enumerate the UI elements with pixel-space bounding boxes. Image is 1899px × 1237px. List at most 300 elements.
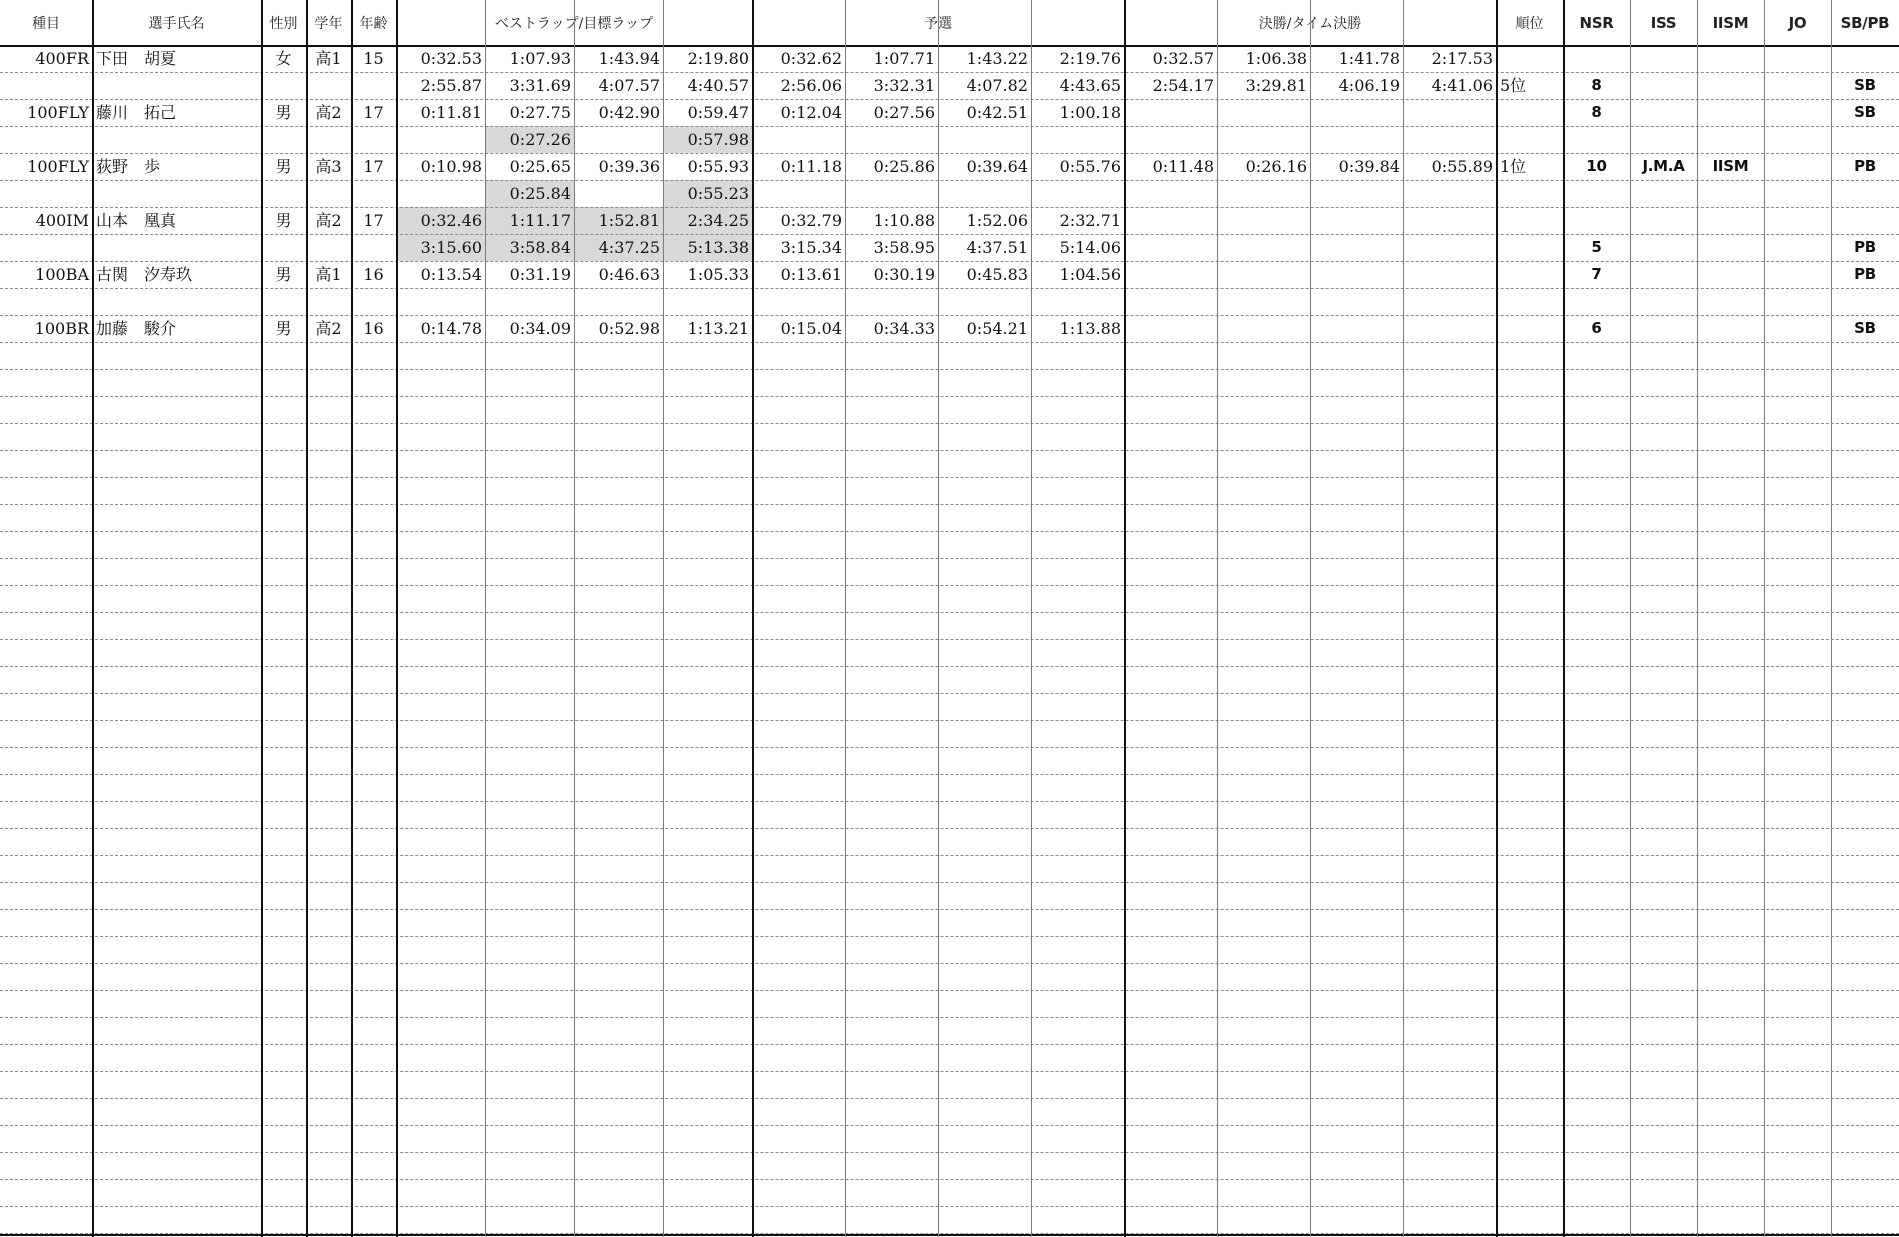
sex-cell: [261, 126, 306, 153]
age-cell: [351, 288, 396, 315]
final-lap-cell: [1124, 288, 1217, 315]
heat-lap-cell: 0:32.62: [780, 49, 842, 68]
event-cell: [0, 72, 92, 99]
header-iss: ISS: [1650, 13, 1677, 32]
heat-lap-cell: [845, 288, 938, 315]
heat-lap-cell: 0:15.04: [780, 319, 842, 338]
jo-cell: [1764, 99, 1831, 126]
row-divider: [0, 558, 1899, 559]
age-cell: [351, 234, 396, 261]
best-lap-cell: [574, 126, 663, 153]
heat-lap-cell: [752, 180, 845, 207]
heat-lap-cell: 3:32.31: [873, 76, 935, 95]
row-divider: [0, 639, 1899, 640]
iss-cell: [1630, 315, 1697, 342]
heat-lap-cell: 3:58.95: [873, 238, 935, 257]
row-divider: [0, 1017, 1899, 1018]
row-divider: [0, 423, 1899, 424]
grade-cell: 高2: [315, 211, 342, 230]
best-lap-cell: 0:59.47: [687, 103, 749, 122]
iism-cell: [1697, 126, 1764, 153]
rank-cell: [1496, 207, 1563, 234]
iss-cell: [1630, 99, 1697, 126]
heat-lap-cell: 0:25.86: [873, 157, 935, 176]
sb-pb-cell: [1831, 288, 1899, 315]
event-cell: 100BA: [35, 265, 89, 284]
best-lap-cell: 0:57.98: [687, 130, 749, 149]
row-divider: [0, 1179, 1899, 1180]
best-lap-cell: 0:13.54: [420, 265, 482, 284]
iss-cell: [1630, 234, 1697, 261]
heat-lap-cell: [938, 126, 1031, 153]
row-divider: [0, 396, 1899, 397]
swimmer-name-cell: [92, 234, 261, 261]
event-cell: 100BR: [34, 319, 89, 338]
final-lap-cell: 2:54.17: [1152, 76, 1214, 95]
best-lap-cell: [574, 288, 663, 315]
final-lap-cell: [1124, 180, 1217, 207]
iss-cell: [1630, 45, 1697, 72]
best-lap-cell: [396, 180, 485, 207]
final-lap-cell: 3:29.81: [1245, 76, 1307, 95]
row-divider: [0, 693, 1899, 694]
best-lap-cell: 0:11.81: [420, 103, 482, 122]
header-event: 種目: [32, 15, 60, 32]
heat-lap-cell: 0:12.04: [780, 103, 842, 122]
iss-cell: [1630, 261, 1697, 288]
row-divider: [0, 936, 1899, 937]
heat-lap-cell: 4:07.82: [966, 76, 1028, 95]
iism-cell: [1697, 261, 1764, 288]
final-lap-cell: [1310, 99, 1403, 126]
final-lap-cell: [1310, 234, 1403, 261]
sex-cell: [261, 180, 306, 207]
heat-lap-cell: 3:15.34: [780, 238, 842, 257]
grade-cell: [306, 180, 351, 207]
sb-pb-cell: [1831, 207, 1899, 234]
heat-lap-cell: 1:43.22: [966, 49, 1028, 68]
final-lap-cell: [1124, 99, 1217, 126]
jo-cell: [1764, 72, 1831, 99]
heat-lap-cell: [1031, 180, 1124, 207]
iss-cell: [1630, 207, 1697, 234]
best-lap-cell: 0:27.26: [509, 130, 571, 149]
final-lap-cell: [1217, 315, 1310, 342]
final-lap-cell: [1403, 180, 1496, 207]
row-divider: [0, 369, 1899, 370]
best-lap-cell: 0:55.23: [687, 184, 749, 203]
sb-pb-cell: [1831, 180, 1899, 207]
event-cell: [0, 180, 92, 207]
final-lap-cell: 0:32.57: [1152, 49, 1214, 68]
age-cell: 17: [363, 157, 384, 176]
best-lap-cell: 5:13.38: [687, 238, 749, 257]
nsr-cell: 6: [1591, 319, 1602, 337]
row-divider: [0, 747, 1899, 748]
final-lap-cell: 0:39.84: [1338, 157, 1400, 176]
heat-lap-cell: [752, 126, 845, 153]
jo-cell: [1764, 207, 1831, 234]
rank-cell: [1496, 180, 1563, 207]
best-lap-cell: 3:15.60: [420, 238, 482, 257]
swimmer-name-cell: 荻野 歩: [96, 157, 161, 176]
best-lap-cell: 0:42.90: [598, 103, 660, 122]
row-divider: [0, 531, 1899, 532]
heat-lap-cell: 0:30.19: [873, 265, 935, 284]
rank-cell: [1496, 315, 1563, 342]
iism-cell: [1697, 72, 1764, 99]
sex-cell: 男: [275, 319, 292, 338]
heat-lap-cell: 0:32.79: [780, 211, 842, 230]
header-sb-pb: SB/PB: [1840, 13, 1890, 32]
row-divider: [0, 855, 1899, 856]
sex-cell: 男: [275, 103, 292, 122]
final-lap-cell: 4:41.06: [1431, 76, 1493, 95]
sb-pb-cell: [1831, 45, 1899, 72]
age-cell: [351, 126, 396, 153]
best-lap-cell: 2:19.80: [687, 49, 749, 68]
heat-lap-cell: 1:52.06: [966, 211, 1028, 230]
best-lap-cell: 0:52.98: [598, 319, 660, 338]
iism-cell: [1697, 315, 1764, 342]
best-lap-cell: 2:55.87: [420, 76, 482, 95]
swimmer-name-cell: 下田 胡夏: [96, 49, 177, 68]
swimmer-name-cell: [92, 72, 261, 99]
final-lap-cell: [1124, 315, 1217, 342]
heat-lap-cell: 2:19.76: [1059, 49, 1121, 68]
heat-lap-cell: 0:34.33: [873, 319, 935, 338]
final-lap-cell: [1217, 234, 1310, 261]
rank-cell: 5位: [1500, 76, 1527, 95]
final-lap-cell: [1124, 261, 1217, 288]
best-lap-cell: [574, 180, 663, 207]
nsr-cell: [1563, 207, 1630, 234]
best-lap-cell: 4:40.57: [687, 76, 749, 95]
final-lap-cell: [1403, 126, 1496, 153]
best-lap-cell: 1:07.93: [509, 49, 571, 68]
iss-cell: [1630, 180, 1697, 207]
swimmer-name-cell: 加藤 駿介: [96, 319, 177, 338]
final-lap-cell: [1217, 99, 1310, 126]
swimmer-name-cell: 古関 汐寿玖: [96, 265, 193, 284]
nsr-cell: [1563, 288, 1630, 315]
best-lap-cell: 0:39.36: [598, 157, 660, 176]
final-lap-cell: [1310, 315, 1403, 342]
age-cell: 17: [363, 103, 384, 122]
jo-cell: [1764, 45, 1831, 72]
iism-cell: [1697, 180, 1764, 207]
heat-lap-cell: 1:04.56: [1059, 265, 1121, 284]
event-cell: 100FLY: [27, 157, 89, 176]
sex-cell: 女: [275, 49, 292, 68]
final-lap-cell: [1217, 207, 1310, 234]
event-cell: [0, 288, 92, 315]
best-lap-cell: 0:32.53: [420, 49, 482, 68]
final-lap-cell: 0:11.48: [1152, 157, 1214, 176]
heat-lap-cell: [938, 180, 1031, 207]
row-divider: [0, 477, 1899, 478]
iism-cell: [1697, 45, 1764, 72]
grade-cell: [306, 288, 351, 315]
best-lap-cell: [396, 288, 485, 315]
final-lap-cell: [1403, 234, 1496, 261]
grade-cell: 高1: [315, 49, 342, 68]
age-cell: 15: [363, 49, 384, 68]
age-cell: 16: [363, 319, 384, 338]
row-divider: [0, 720, 1899, 721]
sex-cell: 男: [275, 265, 292, 284]
best-lap-cell: 3:31.69: [509, 76, 571, 95]
grade-cell: [306, 234, 351, 261]
final-lap-cell: [1403, 315, 1496, 342]
heat-lap-cell: 1:10.88: [873, 211, 935, 230]
row-divider: [0, 1125, 1899, 1126]
best-lap-cell: 0:25.84: [509, 184, 571, 203]
best-lap-cell: 2:34.25: [687, 211, 749, 230]
sex-cell: 男: [275, 157, 292, 176]
final-lap-cell: [1124, 207, 1217, 234]
row-divider: [0, 1071, 1899, 1072]
iss-cell: J.M.A: [1642, 157, 1685, 175]
header-age: 年齢: [359, 15, 388, 32]
row-divider: [0, 1206, 1899, 1207]
row-divider: [0, 909, 1899, 910]
rank-cell: [1496, 45, 1563, 72]
final-lap-cell: 0:55.89: [1431, 157, 1493, 176]
heat-lap-cell: 0:42.51: [966, 103, 1028, 122]
sb-pb-cell: SB: [1854, 103, 1876, 121]
nsr-cell: [1563, 45, 1630, 72]
jo-cell: [1764, 315, 1831, 342]
heat-lap-cell: 4:43.65: [1059, 76, 1121, 95]
event-cell: 100FLY: [27, 103, 89, 122]
swimmer-name-cell: [92, 180, 261, 207]
best-lap-cell: 0:34.09: [509, 319, 571, 338]
best-lap-cell: 0:10.98: [420, 157, 482, 176]
header-sex: 性別: [269, 15, 298, 32]
sb-pb-cell: SB: [1854, 76, 1876, 94]
final-lap-cell: [1217, 288, 1310, 315]
best-lap-cell: 1:52.81: [598, 211, 660, 230]
sb-pb-cell: PB: [1854, 238, 1876, 256]
iss-cell: [1630, 288, 1697, 315]
heat-lap-cell: [845, 180, 938, 207]
event-cell: 400IM: [35, 211, 89, 230]
heat-lap-cell: 0:39.64: [966, 157, 1028, 176]
heat-lap-cell: [845, 126, 938, 153]
heat-lap-cell: 5:14.06: [1059, 238, 1121, 257]
best-lap-cell: [485, 288, 574, 315]
heat-lap-cell: 2:32.71: [1059, 211, 1121, 230]
nsr-cell: [1563, 180, 1630, 207]
rank-cell: [1496, 261, 1563, 288]
row-divider: [0, 585, 1899, 586]
final-lap-cell: [1310, 261, 1403, 288]
header-best-target-laps: ベストラップ/目標ラップ: [494, 15, 654, 32]
header-name: 選手氏名: [148, 15, 205, 32]
best-lap-cell: 1:13.21: [687, 319, 749, 338]
age-cell: 17: [363, 211, 384, 230]
best-lap-cell: 4:37.25: [598, 238, 660, 257]
final-lap-cell: [1310, 207, 1403, 234]
grade-cell: 高3: [315, 157, 342, 176]
row-divider: [0, 1152, 1899, 1153]
grade-cell: [306, 126, 351, 153]
sb-pb-cell: SB: [1854, 319, 1876, 337]
sex-cell: 男: [275, 211, 292, 230]
final-lap-cell: [1124, 126, 1217, 153]
final-lap-cell: [1403, 207, 1496, 234]
row-divider: [0, 882, 1899, 883]
best-lap-cell: 1:05.33: [687, 265, 749, 284]
header-heats: 予選: [924, 15, 952, 32]
best-lap-cell: 0:25.65: [509, 157, 571, 176]
final-lap-cell: [1403, 99, 1496, 126]
iism-cell: [1697, 234, 1764, 261]
iism-cell: [1697, 99, 1764, 126]
row-divider: [0, 450, 1899, 451]
header-nsr: NSR: [1579, 13, 1614, 32]
best-lap-cell: 1:11.17: [509, 211, 571, 230]
jo-cell: [1764, 288, 1831, 315]
best-lap-cell: 0:55.93: [687, 157, 749, 176]
nsr-cell: 8: [1591, 76, 1602, 94]
heat-lap-cell: [1031, 126, 1124, 153]
iss-cell: [1630, 72, 1697, 99]
heat-lap-cell: [938, 288, 1031, 315]
grade-cell: 高1: [315, 265, 342, 284]
heat-lap-cell: [752, 288, 845, 315]
rank-cell: [1496, 288, 1563, 315]
row-divider: [0, 963, 1899, 964]
best-lap-cell: 4:07.57: [598, 76, 660, 95]
age-cell: 16: [363, 265, 384, 284]
heat-lap-cell: 1:00.18: [1059, 103, 1121, 122]
sex-cell: [261, 72, 306, 99]
heat-lap-cell: [1031, 288, 1124, 315]
final-lap-cell: [1403, 288, 1496, 315]
rank-cell: [1496, 99, 1563, 126]
final-lap-cell: [1310, 126, 1403, 153]
iism-cell: [1697, 207, 1764, 234]
final-lap-cell: 4:06.19: [1338, 76, 1400, 95]
row-divider: [0, 342, 1899, 343]
row-divider: [0, 774, 1899, 775]
final-lap-cell: [1217, 261, 1310, 288]
grade-cell: 高2: [315, 319, 342, 338]
event-cell: [0, 234, 92, 261]
rank-cell: [1496, 126, 1563, 153]
row-divider: [0, 1044, 1899, 1045]
row-divider: [0, 612, 1899, 613]
row-divider: [0, 1098, 1899, 1099]
best-lap-cell: 0:46.63: [598, 265, 660, 284]
nsr-cell: 8: [1591, 103, 1602, 121]
best-lap-cell: 0:31.19: [509, 265, 571, 284]
sex-cell: [261, 234, 306, 261]
iism-cell: IISM: [1712, 157, 1749, 175]
grade-cell: 高2: [315, 103, 342, 122]
heat-lap-cell: 0:55.76: [1059, 157, 1121, 176]
jo-cell: [1764, 180, 1831, 207]
header-rank: 順位: [1515, 15, 1544, 32]
header-iism: IISM: [1712, 13, 1749, 32]
rank-cell: 1位: [1500, 157, 1527, 176]
final-lap-cell: 2:17.53: [1431, 49, 1493, 68]
iss-cell: [1630, 126, 1697, 153]
heat-lap-cell: 0:11.18: [780, 157, 842, 176]
grade-cell: [306, 72, 351, 99]
sb-pb-cell: PB: [1854, 265, 1876, 283]
final-lap-cell: 1:06.38: [1245, 49, 1307, 68]
heat-lap-cell: 0:27.56: [873, 103, 935, 122]
nsr-cell: [1563, 126, 1630, 153]
jo-cell: [1764, 126, 1831, 153]
heat-lap-cell: 2:56.06: [780, 76, 842, 95]
row-divider: [0, 504, 1899, 505]
rank-cell: [1496, 234, 1563, 261]
heat-lap-cell: 0:13.61: [780, 265, 842, 284]
best-lap-cell: 0:27.75: [509, 103, 571, 122]
best-lap-cell: 3:58.84: [509, 238, 571, 257]
swimmer-name-cell: 山本 凰真: [96, 211, 177, 230]
best-lap-cell: [396, 126, 485, 153]
header-final: 決勝/タイム決勝: [1258, 15, 1362, 32]
jo-cell: [1764, 261, 1831, 288]
best-lap-cell: [663, 288, 752, 315]
header-jo: JO: [1788, 13, 1807, 32]
heat-lap-cell: 1:13.88: [1059, 319, 1121, 338]
age-cell: [351, 72, 396, 99]
heat-lap-cell: 4:37.51: [966, 238, 1028, 257]
best-lap-cell: 1:43.94: [598, 49, 660, 68]
best-lap-cell: 0:14.78: [420, 319, 482, 338]
final-lap-cell: [1310, 180, 1403, 207]
nsr-cell: 10: [1586, 157, 1607, 175]
final-lap-cell: [1124, 234, 1217, 261]
heat-lap-cell: 0:54.21: [966, 319, 1028, 338]
final-lap-cell: 0:26.16: [1245, 157, 1307, 176]
swimmer-name-cell: 藤川 拓己: [96, 103, 177, 122]
final-lap-cell: [1310, 288, 1403, 315]
sb-pb-cell: [1831, 126, 1899, 153]
row-divider: [0, 666, 1899, 667]
jo-cell: [1764, 234, 1831, 261]
age-cell: [351, 180, 396, 207]
final-lap-cell: [1217, 126, 1310, 153]
row-divider: [0, 990, 1899, 991]
sex-cell: [261, 288, 306, 315]
nsr-cell: 7: [1591, 265, 1602, 283]
heat-lap-cell: 1:07.71: [873, 49, 935, 68]
header-grade: 学年: [314, 15, 343, 32]
jo-cell: [1764, 153, 1831, 180]
swimmer-name-cell: [92, 288, 261, 315]
final-lap-cell: [1217, 180, 1310, 207]
row-divider: [0, 828, 1899, 829]
row-divider: [0, 801, 1899, 802]
final-lap-cell: [1403, 261, 1496, 288]
event-cell: 400FR: [35, 49, 89, 68]
heat-lap-cell: 0:45.83: [966, 265, 1028, 284]
event-cell: [0, 126, 92, 153]
final-lap-cell: 1:41.78: [1338, 49, 1400, 68]
nsr-cell: 5: [1591, 238, 1602, 256]
iism-cell: [1697, 288, 1764, 315]
best-lap-cell: 0:32.46: [420, 211, 482, 230]
sb-pb-cell: PB: [1854, 157, 1876, 175]
swimmer-name-cell: [92, 126, 261, 153]
